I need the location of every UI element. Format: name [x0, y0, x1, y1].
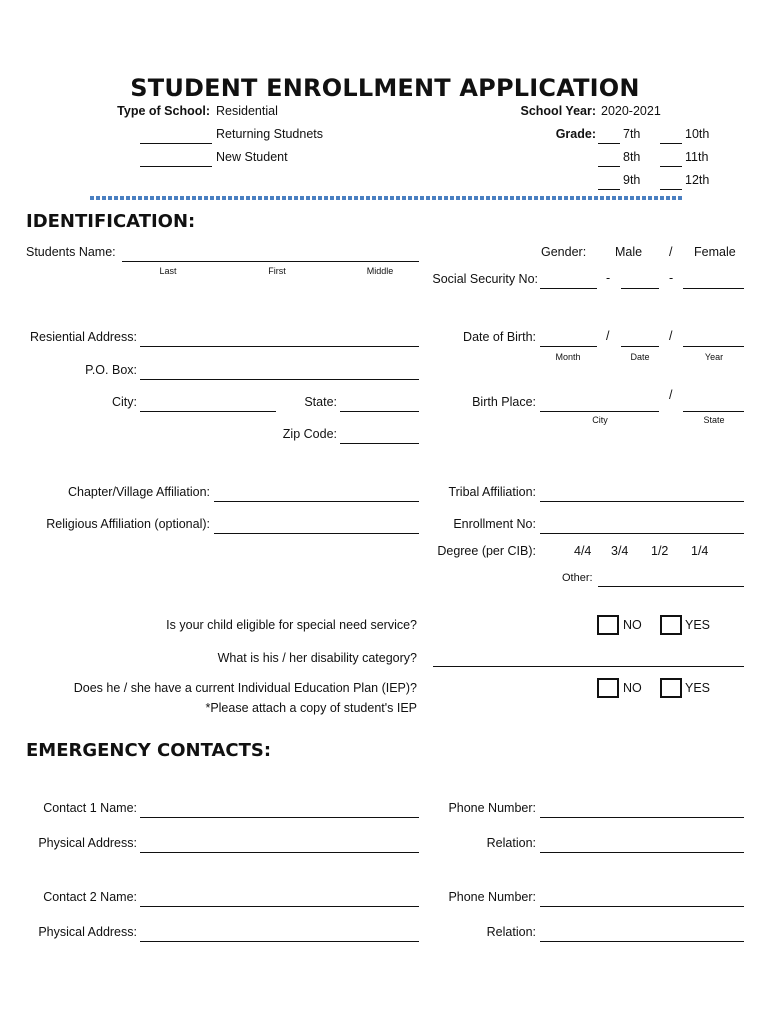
tribal-affiliation-label: Tribal Affiliation: [448, 485, 536, 499]
dob-date-field[interactable] [621, 346, 659, 347]
grade-12-line[interactable] [660, 189, 682, 190]
grade-10th: 10th [685, 127, 710, 141]
gender-female[interactable]: Female [694, 245, 736, 259]
chapter-affiliation-field[interactable] [214, 501, 419, 502]
ssn-sep-1: - [606, 271, 611, 285]
name-part-first: First [268, 266, 286, 276]
grade-8th: 8th [623, 150, 641, 164]
birth-place-state-field[interactable] [683, 411, 744, 412]
form-title: STUDENT ENROLLMENT APPLICATION [130, 74, 640, 102]
po-box-label: P.O. Box: [85, 363, 137, 377]
zip-code-label: Zip Code: [282, 427, 337, 441]
degree-option-1-2[interactable]: 1/2 [651, 544, 669, 558]
birth-place-part-state: State [703, 415, 725, 425]
contact1-address-field[interactable] [140, 852, 419, 853]
degree-option-3-4[interactable]: 3/4 [611, 544, 629, 558]
dob-part-month: Month [555, 352, 581, 362]
school-year-value: 2020-2021 [601, 104, 661, 118]
state-label: State: [304, 395, 337, 409]
city-field[interactable] [140, 411, 276, 412]
dob-part-date: Date [630, 352, 650, 362]
contact1-phone-field[interactable] [540, 817, 744, 818]
iep-yes-label: YES [685, 681, 711, 695]
ssn-field-3[interactable] [683, 288, 744, 289]
city-label: City: [112, 395, 137, 409]
contact2-relation-field[interactable] [540, 941, 744, 942]
religious-affiliation-field[interactable] [214, 533, 419, 534]
grade-8-line[interactable] [598, 166, 620, 167]
degree-other-label: Other: [562, 572, 593, 584]
iep-no-label: NO [623, 681, 642, 695]
grade-12th: 12th [685, 173, 710, 187]
birth-place-sep: / [669, 388, 673, 402]
dob-label: Date of Birth: [463, 330, 536, 344]
grade-7th: 7th [623, 127, 641, 141]
religious-affiliation-label: Religious Affiliation (optional): [46, 517, 210, 531]
degree-label: Degree (per CIB): [437, 544, 536, 558]
disability-category-question: What is his / her disability category? [217, 651, 417, 665]
enrollment-no-label: Enrollment No: [453, 517, 536, 531]
dob-part-year: Year [704, 352, 724, 362]
students-name-field[interactable] [122, 261, 419, 262]
dotted-divider [90, 196, 682, 200]
chapter-affiliation-label: Chapter/Village Affiliation: [68, 485, 210, 499]
grade-label: Grade: [555, 127, 596, 141]
birth-place-label: Birth Place: [472, 395, 536, 409]
gender-male[interactable]: Male [615, 245, 643, 259]
gender-separator: / [669, 245, 673, 259]
residential-address-field[interactable] [140, 346, 419, 347]
enrollment-no-field[interactable] [540, 533, 744, 534]
name-part-last: Last [159, 266, 177, 276]
identification-heading: IDENTIFICATION: [26, 211, 196, 232]
contact2-phone-field[interactable] [540, 906, 744, 907]
grade-11-line[interactable] [660, 166, 682, 167]
zip-code-field[interactable] [340, 443, 419, 444]
gender-label: Gender: [541, 245, 587, 259]
contact1-name-field[interactable] [140, 817, 419, 818]
contact2-phone-label: Phone Number: [448, 890, 536, 904]
iep-attach-note: *Please attach a copy of student's IEP [205, 701, 417, 715]
contact1-phone-label: Phone Number: [448, 801, 536, 815]
ssn-field-2[interactable] [621, 288, 659, 289]
dob-sep-2: / [669, 329, 673, 343]
special-need-no-label: NO [623, 618, 642, 632]
ssn-field-1[interactable] [540, 288, 597, 289]
special-need-no-checkbox[interactable] [597, 615, 619, 635]
ssn-label: Social Security No: [432, 272, 538, 286]
contact2-name-field[interactable] [140, 906, 419, 907]
contact1-name-label: Contact 1 Name: [43, 801, 137, 815]
grade-9th: 9th [623, 173, 641, 187]
new-student-line[interactable] [140, 166, 212, 167]
birth-place-part-city: City [592, 415, 608, 425]
school-type-returning: Returning Studnets [216, 127, 324, 141]
grade-7-line[interactable] [598, 143, 620, 144]
birth-place-city-field[interactable] [540, 411, 659, 412]
degree-other-field[interactable] [598, 586, 744, 587]
special-need-question: Is your child eligible for special need service? [166, 618, 417, 632]
grade-9-line[interactable] [598, 189, 620, 190]
degree-option-4-4[interactable]: 4/4 [574, 544, 592, 558]
dob-month-field[interactable] [540, 346, 597, 347]
residential-address-label: Resiential Address: [29, 330, 137, 344]
dob-sep-1: / [606, 329, 610, 343]
disability-category-field[interactable] [433, 666, 744, 667]
special-need-yes-checkbox[interactable] [660, 615, 682, 635]
iep-no-checkbox[interactable] [597, 678, 619, 698]
school-type-new: New Student [216, 150, 288, 164]
contact2-name-label: Contact 2 Name: [43, 890, 137, 904]
state-field[interactable] [340, 411, 419, 412]
iep-yes-checkbox[interactable] [660, 678, 682, 698]
po-box-field[interactable] [140, 379, 419, 380]
returning-students-line[interactable] [140, 143, 212, 144]
school-year-label: School Year: [520, 104, 596, 118]
dob-year-field[interactable] [683, 346, 744, 347]
grade-11th: 11th [685, 150, 709, 164]
grade-10-line[interactable] [660, 143, 682, 144]
tribal-affiliation-field[interactable] [540, 501, 744, 502]
ssn-sep-2: - [669, 271, 674, 285]
contact1-relation-label: Relation: [486, 836, 536, 850]
contact2-address-label: Physical Address: [38, 925, 137, 939]
contact2-relation-label: Relation: [486, 925, 536, 939]
contact1-relation-field[interactable] [540, 852, 744, 853]
type-of-school-label: Type of School: [117, 104, 210, 118]
contact2-address-field[interactable] [140, 941, 419, 942]
iep-question: Does he / she have a current Individual Education Plan (IEP)? [73, 681, 417, 695]
contact1-address-label: Physical Address: [38, 836, 137, 850]
special-need-yes-label: YES [685, 618, 711, 632]
name-part-middle: Middle [366, 266, 394, 276]
emergency-contacts-heading: EMERGENCY CONTACTS: [26, 740, 272, 761]
students-name-label: Students Name: [26, 245, 116, 259]
degree-option-1-4[interactable]: 1/4 [691, 544, 709, 558]
school-type-residential: Residential [216, 104, 278, 118]
